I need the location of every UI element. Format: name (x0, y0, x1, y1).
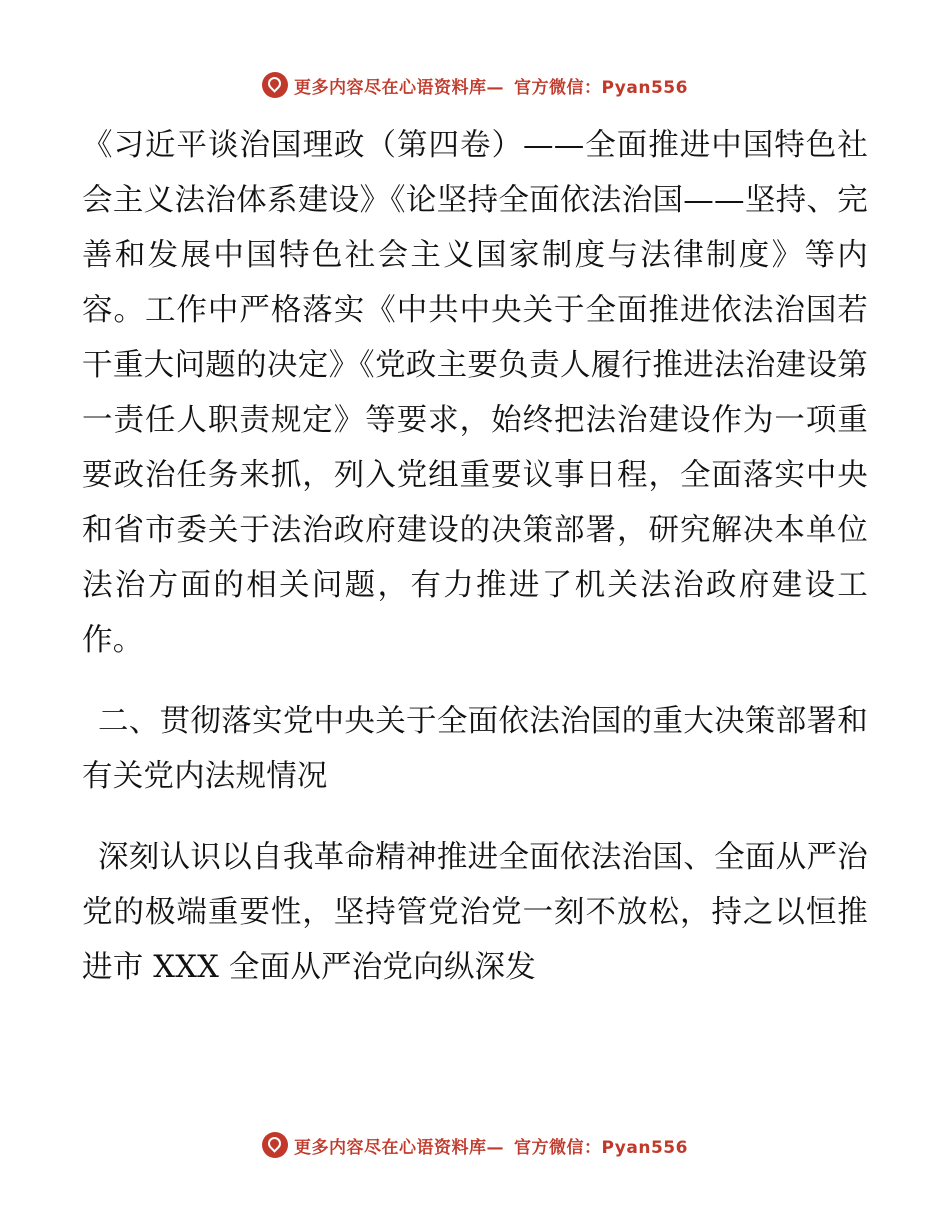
paragraph: 《习近平谈治国理政（第四卷）——全面推进中国特色社会主义法治体系建设》《论坚持全面依法治国——坚持、完善和发展中国特色社会主义国家制度与法律制度》等内容。工作中严格落实《中共中央关于全面推进依法治国若干重大问题的决定》《党政主要负责人履行推进法治建设第一责任人职责规定》等要求，始终把法治建设作为一项重要政治任务来抓，列入党组重要议事日程，全面落实中央和省市委关于法治政府建设的决策部署，研究解决本单位法治方面的相关问题，有力推进了机关法治政府建设工作。 (82, 128, 868, 658)
heart-logo-icon (262, 72, 288, 98)
watermark-wechat-text: 官方微信：Pyan556 (514, 1137, 688, 1158)
watermark-main-text: 更多内容尽在心语资料库— (294, 1137, 505, 1158)
watermark-top (0, 72, 950, 98)
watermark-wechat-text: 官方微信：Pyan556 (514, 77, 688, 98)
watermark-bottom-text (294, 1133, 688, 1158)
watermark-top-text (294, 73, 688, 98)
document-body (82, 118, 868, 995)
section-heading: 二、贯彻落实党中央关于全面依法治国的重大决策部署和有关党内法规情况 (82, 704, 868, 794)
watermark-bottom (0, 1132, 950, 1158)
heart-logo-icon (262, 1132, 288, 1158)
paragraph: 深刻认识以自我革命精神推进全面依法治国、全面从严治党的极端重要性，坚持管党治党一刻不放松，持之以恒推进市 XXX 全面从严治党向纵深发 (82, 840, 868, 985)
watermark-main-text: 更多内容尽在心语资料库— (294, 77, 505, 98)
